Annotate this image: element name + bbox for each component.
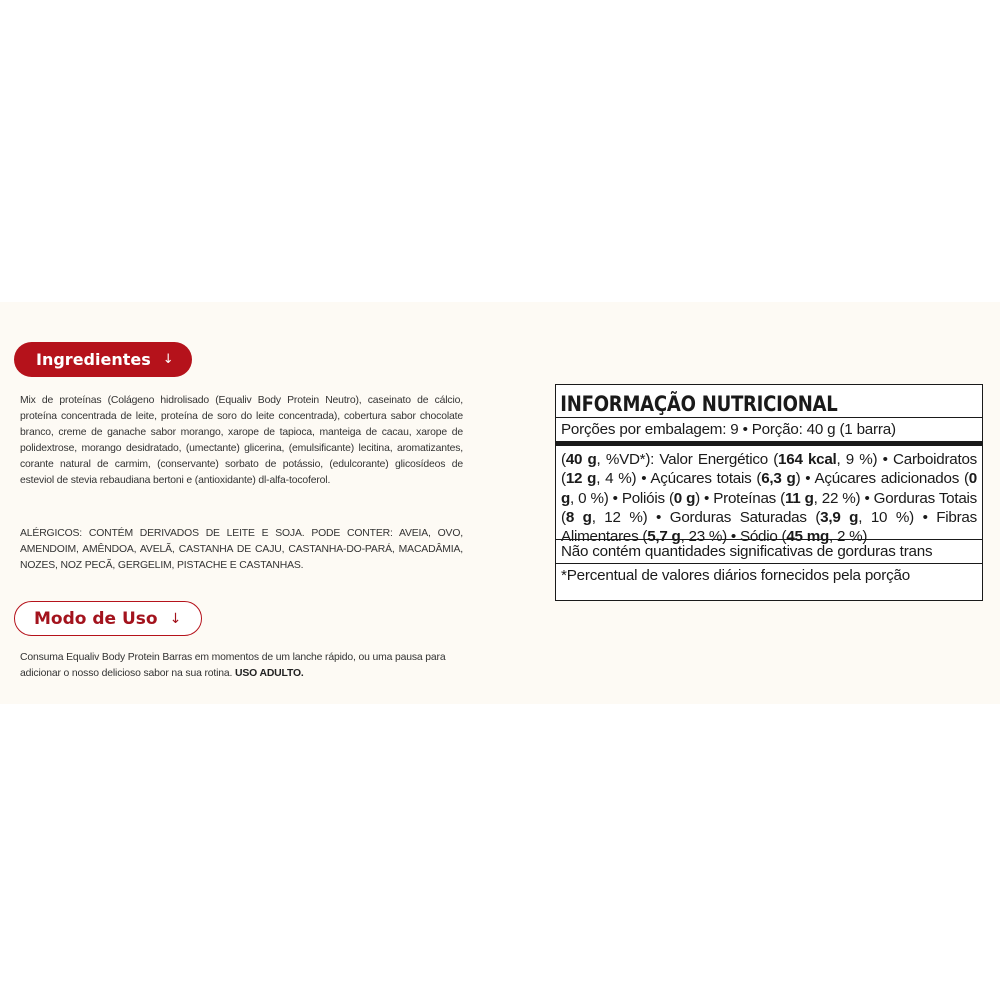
nutrition-title: INFORMAÇÃO NUTRICIONAL xyxy=(560,392,838,416)
serving-size: 40 g xyxy=(565,451,597,468)
polyols-value: 0 g xyxy=(673,489,696,507)
sat-fat-pct: , 10 %) • Fibras Alimentares ( xyxy=(561,508,977,546)
usage-adult-warning: USO ADULTO. xyxy=(235,668,304,680)
nutrition-values: (40 g, %VD*): Valor Energético (164 kcal, 9 %) • Carboidratos (12 g, 4 %) • Açúcares totais (6,3 g) • Açúcares adicionados (0 g, 0 %) • Polióis (0 g) • Proteínas (11 g, 22 %) • Gorduras Totais (8 g, 12 %) • Gorduras Saturadas (3,9 g, 10 %) • Fibras Alimentares (5,7 g, 23 %) • Sódio (45 mg, 2 %) xyxy=(556,446,982,540)
energy-pct: , 9 %) • Carboidratos ( xyxy=(561,451,978,488)
trans-fat-note: Não contém quantidades significativas de gorduras trans xyxy=(556,540,982,564)
added-sugars-label: ) • Açúcares adicionados ( xyxy=(795,470,969,488)
sodium-pct: , 2 %) xyxy=(829,528,868,546)
protein-pct: , 22 %) • Gorduras Totais ( xyxy=(561,489,977,526)
arrow-down-icon: ↓ xyxy=(169,610,182,627)
usage-heading-button[interactable] xyxy=(14,601,202,636)
carbs-pct: , 4 %) • Açúcares totais ( xyxy=(596,470,762,488)
ingredients-heading-button[interactable] xyxy=(14,342,192,377)
sat-fat-value: 3,9 g xyxy=(820,508,859,526)
vd-label: , %VD*): Valor Energético ( xyxy=(596,451,779,468)
daily-value-footnote: *Percentual de valores diários fornecidos pela porção xyxy=(561,567,911,584)
fiber-value: 5,7 g xyxy=(647,528,681,546)
arrow-down-icon: ↓ xyxy=(162,352,174,367)
fiber-pct: , 23 %) • Sódio ( xyxy=(680,528,787,546)
protein-label: ) • Proteínas ( xyxy=(695,489,785,507)
protein-value: 11 g xyxy=(784,489,814,507)
usage-heading-label: Modo de Uso xyxy=(34,608,158,629)
carbs-value: 12 g xyxy=(565,470,597,488)
fat-value: 8 g xyxy=(565,508,592,526)
ingredients-heading-label: Ingredientes xyxy=(36,350,151,369)
nutrition-facts-table xyxy=(555,384,983,601)
fat-pct: , 12 %) • Gorduras Saturadas ( xyxy=(591,508,821,526)
sugars-value: 6,3 g xyxy=(761,470,796,488)
ingredients-text: Mix de proteínas (Colágeno hidrolisado (Equaliv Body Protein Neutro), caseinato de cálcio, proteína concentrada de leite, proteína de soro do leite concentrada), cobertura sabor chocolate branco, creme de ganache sabor morango, xarope de tapioca, manteiga de cacau, xarope de polidextrose, morango desidratado, (umectante) glicerina, (emulsificante) lecitina, aromatizantes, corante natural de carmim, (conservante) sorbato de potássio, (edulcorante) glicosídeos de esteviol de stevia rebaudiana bertoni e (antioxidante) dl-alfa-tocoferol. xyxy=(20,395,463,487)
energy-value: 164 kcal xyxy=(778,451,837,468)
usage-instructions: Consuma Equaliv Body Protein Barras em momentos de um lanche rápido, ou uma pausa para adicionar o nosso delicioso sabor na sua rotina. xyxy=(20,652,446,680)
sodium-value: 45 mg xyxy=(786,528,829,546)
allergens-text: ALÉRGICOS: CONTÉM DERIVADOS DE LEITE E SOJA. PODE CONTER: AVEIA, OVO, AMENDOIM, AMÊNDOA, AVELÃ, CASTANHA DE CAJU, CASTANHA-DO-PARÁ, MACADÂMIA, NOZES, NOZ PECÃ, GERGELIM, PISTACHE E CASTANHAS. xyxy=(20,528,463,572)
usage-text xyxy=(20,650,463,682)
nutrition-portions: Porções por embalagem: 9 • Porção: 40 g (1 barra) xyxy=(556,417,982,446)
added-sugars-value: 0 g xyxy=(561,470,977,507)
added-sugars-pct: , 0 %) • Polióis ( xyxy=(570,489,674,507)
